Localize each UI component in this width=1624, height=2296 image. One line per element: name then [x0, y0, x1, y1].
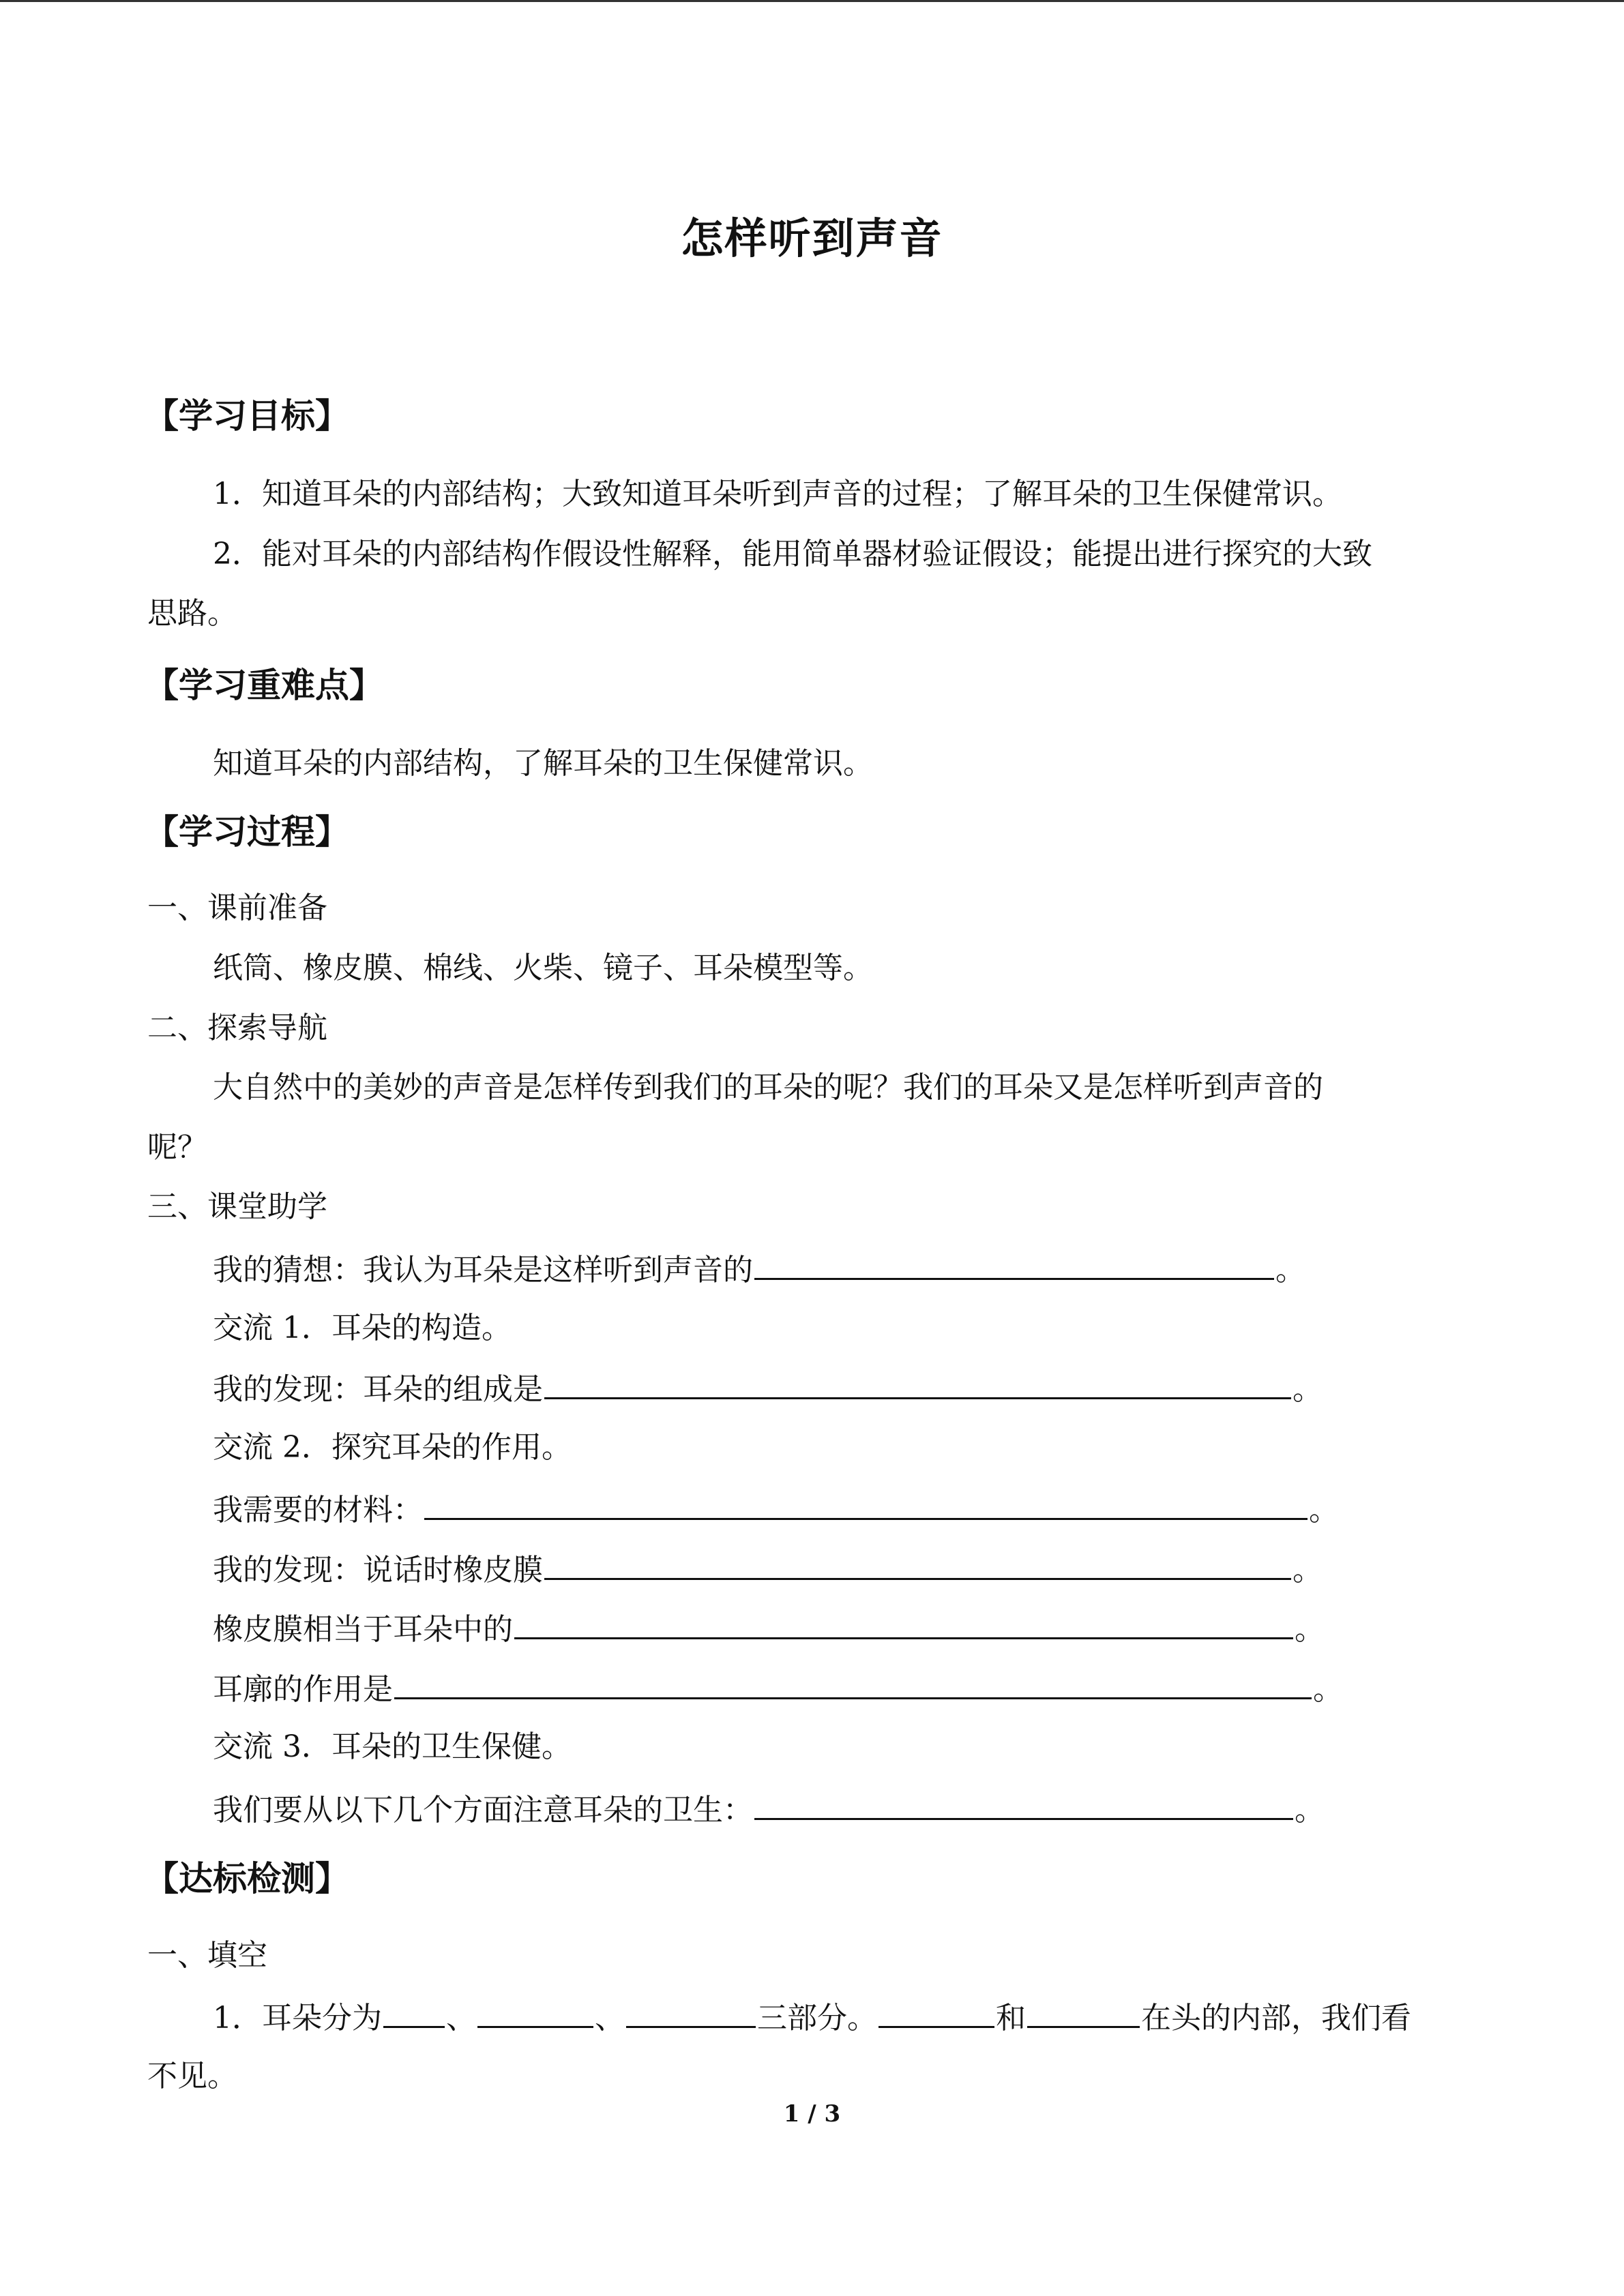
q1-blank-3[interactable] [626, 1996, 756, 2028]
auricle-period: 。 [1313, 1672, 1343, 1707]
class-heading: 三、课堂助学 [147, 1189, 327, 1224]
goal-2-cont: 思路。 [147, 596, 237, 631]
auricle-blank[interactable] [394, 1667, 1312, 1699]
page-title: 怎样听到声音 [681, 213, 943, 263]
goal-1: 1．知道耳朵的内部结构；大致知道耳朵听到声音的过程；了解耳朵的卫生保健常识。 [213, 477, 1342, 511]
finding-2-blank[interactable] [544, 1548, 1291, 1580]
q1-blank-1[interactable] [383, 1996, 445, 2028]
auricle-line [213, 1667, 1343, 1710]
q1-sep-1: 、 [446, 2001, 476, 2036]
fill-heading: 一、填空 [147, 1938, 267, 1973]
guess-label: 我的猜想：我认为耳朵是这样听到声音的 [213, 1253, 753, 1287]
q1-parts: 三部分。 [757, 2001, 877, 2036]
finding-1-blank[interactable] [544, 1367, 1291, 1399]
q1-sep-2: 、 [595, 2001, 625, 2036]
finding-2-period: 。 [1293, 1553, 1323, 1587]
q1-tail: 在头的内部，我们看 [1141, 2001, 1411, 2036]
q1-blank-4[interactable] [879, 1996, 994, 2028]
q1-blank-2[interactable] [477, 1996, 593, 2028]
guess-line [213, 1248, 1305, 1291]
materials-period: 。 [1309, 1493, 1339, 1527]
exchange-1: 交流 1．耳朵的构造。 [213, 1311, 512, 1345]
section-heading-test: 【达标检测】 [145, 1859, 349, 1898]
membrane-period: 。 [1295, 1612, 1325, 1647]
question-1-line [213, 1996, 1411, 2039]
auricle-label: 耳廓的作用是 [213, 1672, 393, 1707]
finding-1-line [213, 1367, 1323, 1410]
nav-heading: 二、探索导航 [147, 1011, 327, 1045]
question-1-cont: 不见。 [147, 2059, 237, 2093]
membrane-blank[interactable] [514, 1607, 1293, 1639]
materials-label: 我需要的材料： [213, 1493, 423, 1527]
q1-label: 1．耳朵分为 [213, 2001, 382, 2036]
exchange-3: 交流 3．耳朵的卫生保健。 [213, 1729, 572, 1764]
finding-1-label: 我的发现：耳朵的组成是 [213, 1372, 543, 1407]
section-heading-goals: 【学习目标】 [145, 396, 349, 436]
hygiene-blank[interactable] [754, 1788, 1293, 1820]
prep-heading: 一、课前准备 [147, 891, 327, 925]
materials-blank[interactable] [424, 1488, 1308, 1520]
finding-2-label: 我的发现：说话时橡皮膜 [213, 1553, 543, 1587]
hygiene-label: 我们要从以下几个方面注意耳朵的卫生： [213, 1793, 753, 1828]
goal-2: 2．能对耳朵的内部结构作假设性解释，能用简单器材验证假设；能提出进行探究的大致 [213, 537, 1372, 571]
materials-line [213, 1488, 1339, 1531]
finding-1-period: 。 [1293, 1372, 1323, 1407]
guess-period: 。 [1275, 1253, 1305, 1287]
membrane-line [213, 1607, 1325, 1650]
membrane-label: 橡皮膜相当于耳朵中的 [213, 1612, 513, 1647]
page-number: 1 / 3 [783, 2100, 841, 2128]
exchange-2: 交流 2．探究耳朵的作用。 [213, 1430, 572, 1465]
hygiene-period: 。 [1295, 1793, 1325, 1828]
key-points-text: 知道耳朵的内部结构，了解耳朵的卫生保健常识。 [213, 746, 873, 781]
nav-text: 大自然中的美妙的声音是怎样传到我们的耳朵的呢？我们的耳朵又是怎样听到声音的 [213, 1070, 1323, 1105]
section-heading-key-points: 【学习重难点】 [145, 666, 383, 705]
guess-blank[interactable] [754, 1248, 1274, 1280]
finding-2-line [213, 1548, 1323, 1591]
q1-and: 和 [996, 2001, 1026, 2036]
nav-text-cont: 呢？ [147, 1130, 207, 1165]
hygiene-line [213, 1788, 1325, 1831]
q1-blank-5[interactable] [1027, 1996, 1140, 2028]
prep-text: 纸筒、橡皮膜、棉线、火柴、镜子、耳朵模型等。 [213, 951, 873, 985]
top-border [0, 0, 1624, 2]
section-heading-process: 【学习过程】 [145, 812, 349, 852]
